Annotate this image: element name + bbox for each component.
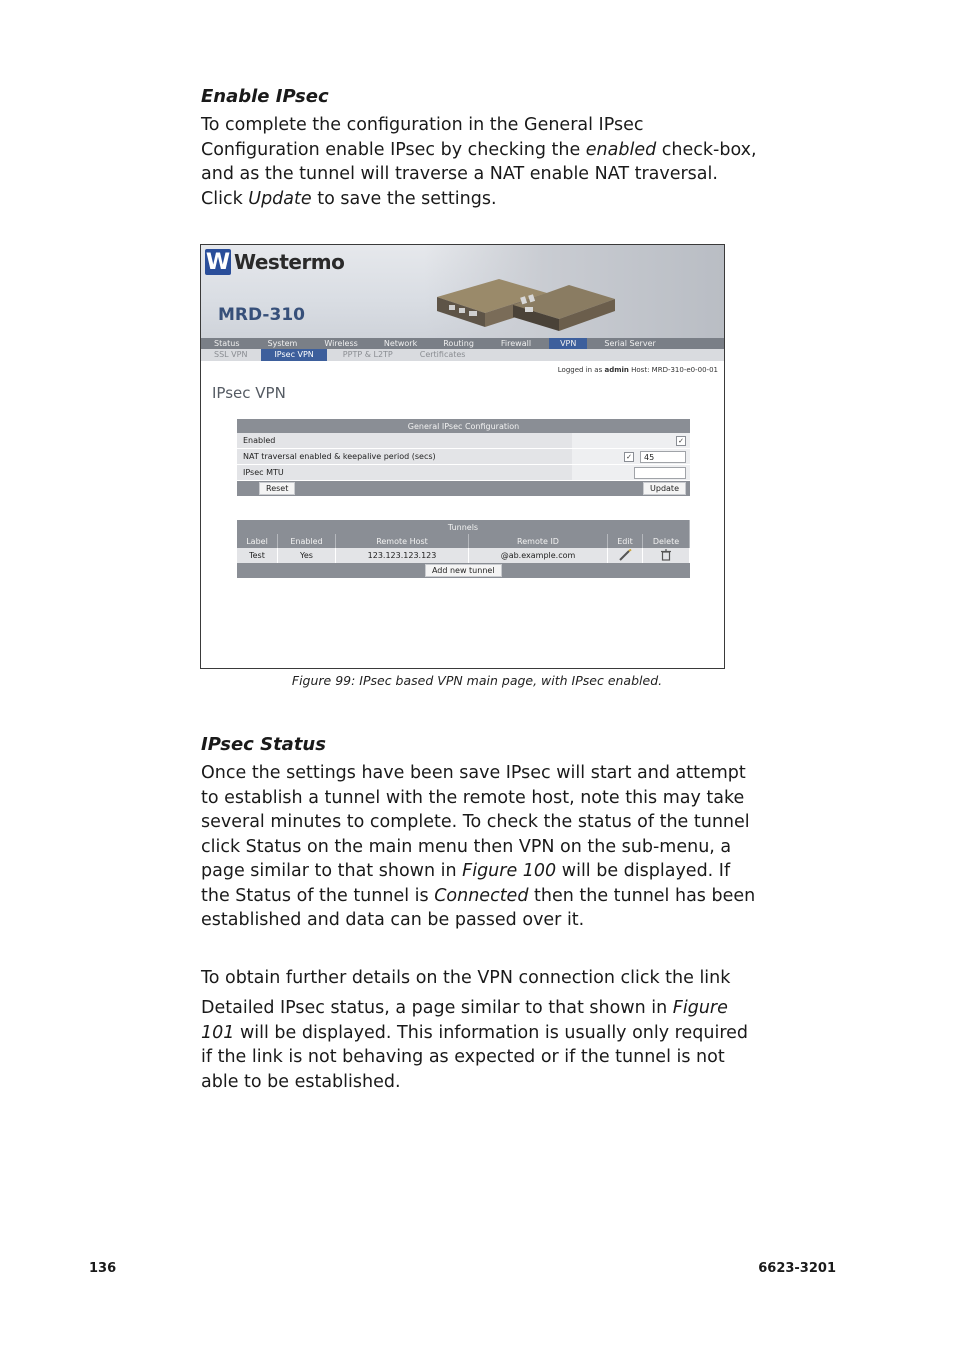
text-run: if the link is not behaving as expected or if the tunnel is not [201,1047,725,1067]
logo-text: Westermo [234,250,345,274]
trash-icon[interactable] [660,549,672,561]
delete-cell[interactable] [643,548,690,563]
tunnel-enabled: Yes [278,548,336,563]
model-name: MRD-310 [218,305,305,325]
text-line [201,908,731,933]
text-line [201,187,731,212]
sub-nav [201,349,724,361]
text-run: Detailed IPsec status, a page similar to that shown in [201,998,673,1018]
update-button[interactable]: Update [643,482,686,495]
nat-label: NAT traversal enabled & keepalive period (secs) [237,449,572,465]
nav-vpn[interactable]: VPN [549,338,587,349]
table-row [237,548,690,563]
nat-checkbox[interactable]: ✓ [624,452,634,462]
enabled-label: Enabled [237,433,572,449]
subnav-ipsec-vpn[interactable]: IPsec VPN [261,349,326,361]
paragraph-ipsec-status [201,761,756,933]
text-run: check-box, [656,139,757,160]
emphasis-text: Figure 100 [462,861,557,881]
paragraph-detailed-status [201,996,749,1094]
config-row-enabled [237,433,690,449]
config-button-row [237,481,690,497]
text-run: the Status of the tunnel is [201,885,435,906]
figure-caption: Figure 99: IPsec based VPN main page, with IPsec enabled. [291,673,663,688]
emphasis-text: Connected [434,885,529,906]
further-details-line: To obtain further details on the VPN connection click the link [201,968,731,988]
pencil-icon[interactable] [618,549,632,561]
text-run: Configuration enable IPsec by checking the [201,139,586,160]
config-table-title: General IPsec Configuration [237,419,690,433]
text-line [201,835,731,860]
text-run: then the tunnel has been [528,885,756,906]
westermo-logo [205,249,344,275]
text-line [201,1021,749,1046]
nav-system[interactable]: System [267,339,298,348]
nav-routing[interactable]: Routing [443,339,474,348]
paragraph-further-details [201,966,731,991]
tunnels-button-row [237,563,690,578]
config-row-mtu [237,465,690,481]
tunnel-remote-host: 123.123.123.123 [336,548,469,563]
text-line [201,810,750,835]
header-banner [201,245,724,338]
config-row-nat [237,449,690,465]
section-heading-enable-ipsec: Enable IPsec [201,86,329,107]
subnav-certificates[interactable]: Certificates [419,350,466,359]
tunnel-remote-id: @ab.example.com [469,548,608,563]
text-line [201,786,745,811]
subnav-ssl-vpn[interactable]: SSL VPN [214,350,248,359]
col-edit: Edit [608,534,643,548]
text-run: will be displayed. This information is usually only required [234,1022,749,1043]
doc-number: 6623-3201 [758,1261,836,1276]
mtu-input[interactable] [634,467,686,479]
nav-status[interactable]: Status [214,339,240,348]
subnav-pptp-l2tp[interactable]: PPTP & L2TP [342,350,393,359]
text-line [201,761,746,786]
col-remote-id: Remote ID [469,534,608,548]
emphasis-text: Figure [672,998,728,1018]
add-new-tunnel-button[interactable]: Add new tunnel [425,564,502,577]
emphasis-text: 101 [201,1022,235,1043]
text-run: several minutes to complete. To check the status of the tunnel [201,812,750,832]
text-run: to establish a tunnel with the remote host, note this may take [201,787,745,808]
text-run: click Status on the main menu then VPN on the sub-menu, a [201,836,732,857]
text-line [201,162,731,187]
main-nav [201,338,724,349]
text-run: Once the settings have been save IPsec will start and attempt [201,763,746,783]
text-run: able to be established. [201,1071,401,1092]
text-run: To complete the configuration in the General IPsec [201,115,644,135]
text-line [201,996,731,1021]
paragraph-enable-ipsec [201,113,757,211]
page-title: IPsec VPN [212,384,286,402]
nav-firewall[interactable]: Firewall [500,339,532,348]
nav-serial-server[interactable]: Serial Server [604,339,656,348]
text-run: established and data can be passed over it. [201,910,585,930]
login-info [558,366,718,374]
login-host: Host: MRD-310-e0-00-01 [631,366,718,374]
nav-network[interactable]: Network [383,339,418,348]
col-remote-host: Remote Host [336,534,469,548]
emphasis-text: enabled [585,139,657,160]
login-user: admin [604,366,629,374]
router-device-icon [429,267,629,333]
text-run: Click [201,188,249,209]
mtu-label: IPsec MTU [237,465,572,481]
nat-period-input[interactable]: 45 [640,451,686,463]
col-label: Label [237,534,278,548]
general-config-table [237,419,690,497]
text-line [201,1070,731,1095]
text-line [201,1045,731,1070]
logo-mark-icon: W [205,249,231,275]
text-line [201,884,756,909]
tunnels-table-title: Tunnels [237,520,690,534]
text-line [201,859,731,884]
figure-screenshot [200,244,725,669]
col-enabled: Enabled [278,534,336,548]
emphasis-text: Update [248,188,312,209]
text-run: page similar to that shown in [201,861,463,881]
text-line [201,113,731,138]
text-line [201,138,757,163]
enabled-checkbox[interactable]: ✓ [676,436,686,446]
text-run: will be displayed. If [556,861,731,881]
text-run: to save the settings. [311,188,497,209]
section-heading-ipsec-status: IPsec Status [201,734,326,755]
text-run: and as the tunnel will traverse a NAT enable NAT traversal. [201,164,718,184]
page-number: 136 [89,1261,117,1276]
nav-wireless[interactable]: Wireless [324,339,358,348]
col-delete: Delete [643,534,690,548]
tunnels-table [237,520,690,578]
reset-button[interactable]: Reset [259,482,295,495]
tunnel-label: Test [237,548,278,563]
edit-cell[interactable] [608,548,643,563]
login-prefix: Logged in as [557,366,603,374]
